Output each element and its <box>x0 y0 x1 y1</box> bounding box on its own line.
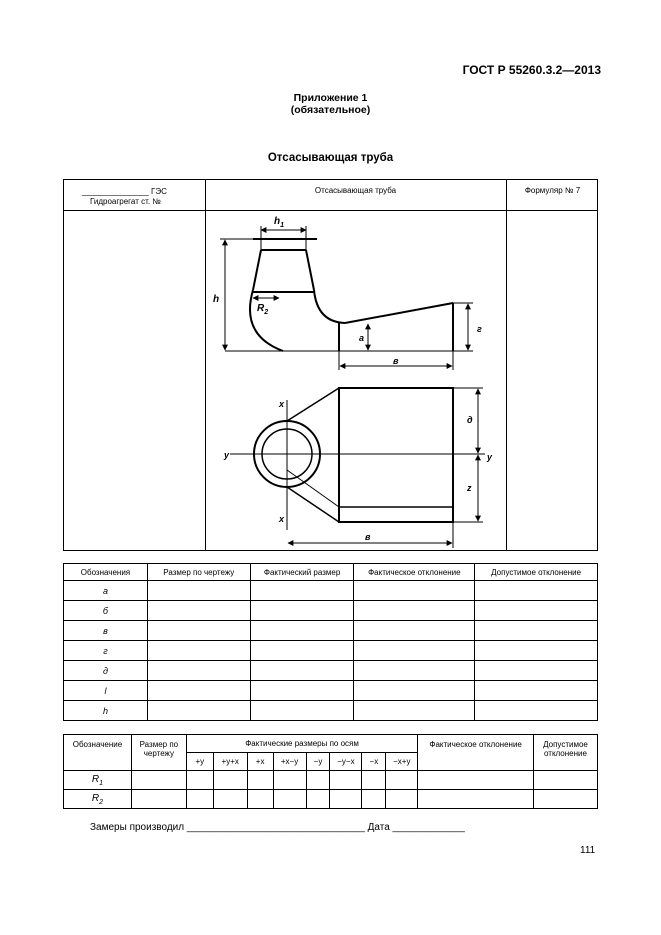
object-title: Отсасывающая труба <box>314 186 397 195</box>
entry-cell[interactable] <box>250 581 354 601</box>
measured-by-label: Замеры производил <box>90 822 185 833</box>
entry-cell[interactable] <box>418 771 534 790</box>
entry-cell[interactable] <box>147 661 250 681</box>
table-row <box>64 771 598 790</box>
label-x-top: x <box>279 399 285 409</box>
appendix-title: Приложение 1 <box>293 92 368 104</box>
section-title: Отсасывающая труба <box>267 152 394 164</box>
label-h: h <box>213 294 220 305</box>
row-designation: l <box>64 681 148 701</box>
entry-cell[interactable] <box>250 681 354 701</box>
header-drawing-size: Размер по чертежу <box>147 564 250 581</box>
table-row <box>64 681 598 701</box>
entry-cell[interactable] <box>247 790 273 809</box>
header-allowed-deviation: Допустимое отклонение <box>533 735 597 771</box>
entry-cell[interactable] <box>354 641 475 661</box>
elevation-view <box>220 226 473 370</box>
entry-cell[interactable] <box>273 771 306 790</box>
axis-header: −x <box>362 753 386 771</box>
header-designation: Обозначение <box>64 735 132 771</box>
label-b: в <box>393 356 399 366</box>
table-row <box>64 790 598 809</box>
entry-cell[interactable] <box>354 701 475 721</box>
entry-cell[interactable] <box>386 771 418 790</box>
entry-cell[interactable] <box>186 771 213 790</box>
axis-header: −x+y <box>386 753 418 771</box>
dimensions-table <box>63 563 598 721</box>
entry-cell[interactable] <box>147 681 250 701</box>
label-y-right: y <box>487 452 493 462</box>
entry-cell[interactable] <box>247 771 273 790</box>
axis-header: +y <box>186 753 213 771</box>
measured-by-line <box>90 822 465 833</box>
label-h1: $h_1$ <box>274 216 285 229</box>
entry-cell[interactable] <box>131 790 186 809</box>
entry-cell[interactable] <box>354 601 475 621</box>
row-designation: $R_1$ <box>64 771 132 790</box>
form-number: Формуляр № 7 <box>524 186 581 195</box>
plan-view <box>230 388 485 548</box>
entry-cell[interactable] <box>213 771 247 790</box>
appendix-type: (обязательное) <box>290 104 371 116</box>
entry-cell[interactable] <box>306 790 330 809</box>
entry-cell[interactable] <box>330 790 362 809</box>
row-designation: h <box>64 701 148 721</box>
label-r2: $R_2$ <box>257 303 269 316</box>
entry-cell[interactable] <box>213 790 247 809</box>
row-designation: д <box>64 661 148 681</box>
draft-tube-drawing <box>205 210 506 550</box>
radius-table <box>63 734 598 809</box>
entry-cell[interactable] <box>186 790 213 809</box>
label-d-plan: д <box>467 415 473 425</box>
axis-header: +y+x <box>213 753 247 771</box>
entry-cell[interactable] <box>273 790 306 809</box>
entry-cell[interactable] <box>250 661 354 681</box>
label-b-plan: в <box>365 532 371 542</box>
header-actual-axes: Фактические размеры по осям <box>186 735 417 753</box>
frame-divider-right <box>506 180 507 550</box>
row-designation: б <box>64 601 148 621</box>
entry-cell[interactable] <box>533 771 597 790</box>
table-header-row <box>64 564 598 581</box>
page-number: 111 <box>580 845 596 856</box>
header-drawing-size: Размер по чертежу <box>131 735 186 771</box>
entry-cell[interactable] <box>362 790 386 809</box>
entry-cell[interactable] <box>147 701 250 721</box>
row-designation: $R_2$ <box>64 790 132 809</box>
ges-field <box>82 187 167 196</box>
table-row <box>64 701 598 721</box>
entry-cell[interactable] <box>475 681 598 701</box>
measured-by-field[interactable]: ________________________________ <box>186 822 365 833</box>
header-allowed-deviation: Допустимое отклонение <box>475 564 598 581</box>
axis-header: +x−y <box>273 753 306 771</box>
entry-cell[interactable] <box>147 601 250 621</box>
entry-cell[interactable] <box>250 621 354 641</box>
entry-cell[interactable] <box>475 701 598 721</box>
entry-cell[interactable] <box>250 701 354 721</box>
axis-header: −y−x <box>330 753 362 771</box>
entry-cell[interactable] <box>354 661 475 681</box>
row-designation: в <box>64 621 148 641</box>
entry-cell[interactable] <box>475 641 598 661</box>
entry-cell[interactable] <box>131 771 186 790</box>
row-designation: а <box>64 581 148 601</box>
label-x-bottom: x <box>279 514 285 524</box>
entry-cell[interactable] <box>147 621 250 641</box>
entry-cell[interactable] <box>354 581 475 601</box>
entry-cell[interactable] <box>533 790 597 809</box>
form-frame <box>63 179 598 551</box>
table-row <box>64 661 598 681</box>
header-actual-size: Фактический размер <box>250 564 354 581</box>
ges-label: ГЭС <box>150 187 167 196</box>
date-field[interactable]: _____________ <box>392 822 465 833</box>
unit-label: Гидроагрегат ст. № <box>90 197 161 206</box>
entry-cell[interactable] <box>250 641 354 661</box>
entry-cell[interactable] <box>306 771 330 790</box>
row-designation: г <box>64 641 148 661</box>
table-header-row <box>64 735 598 753</box>
header-actual-deviation: Фактическое отклонение <box>418 735 534 771</box>
label-y-left: y <box>224 450 230 460</box>
standard-code: ГОСТ Р 55260.3.2—2013 <box>462 63 601 77</box>
entry-cell[interactable] <box>147 641 250 661</box>
axis-header: +x <box>247 753 273 771</box>
entry-cell[interactable] <box>418 790 534 809</box>
ges-blank: _______________ <box>82 187 149 196</box>
label-a: а <box>359 333 365 343</box>
axis-header: −y <box>306 753 330 771</box>
entry-cell[interactable] <box>354 681 475 701</box>
entry-cell[interactable] <box>386 790 418 809</box>
table-row <box>64 601 598 621</box>
entry-cell[interactable] <box>475 621 598 641</box>
entry-cell[interactable] <box>475 581 598 601</box>
entry-cell[interactable] <box>475 601 598 621</box>
label-g: г <box>477 324 482 334</box>
table-row <box>64 581 598 601</box>
entry-cell[interactable] <box>330 771 362 790</box>
table-row <box>64 621 598 641</box>
header-designations: Обозначения <box>64 564 148 581</box>
entry-cell[interactable] <box>147 581 250 601</box>
date-label: Дата <box>367 822 390 833</box>
label-z: z <box>467 483 472 493</box>
entry-cell[interactable] <box>362 771 386 790</box>
header-actual-deviation: Фактическое отклонение <box>354 564 475 581</box>
entry-cell[interactable] <box>250 601 354 621</box>
entry-cell[interactable] <box>475 661 598 681</box>
table-row <box>64 641 598 661</box>
entry-cell[interactable] <box>354 621 475 641</box>
